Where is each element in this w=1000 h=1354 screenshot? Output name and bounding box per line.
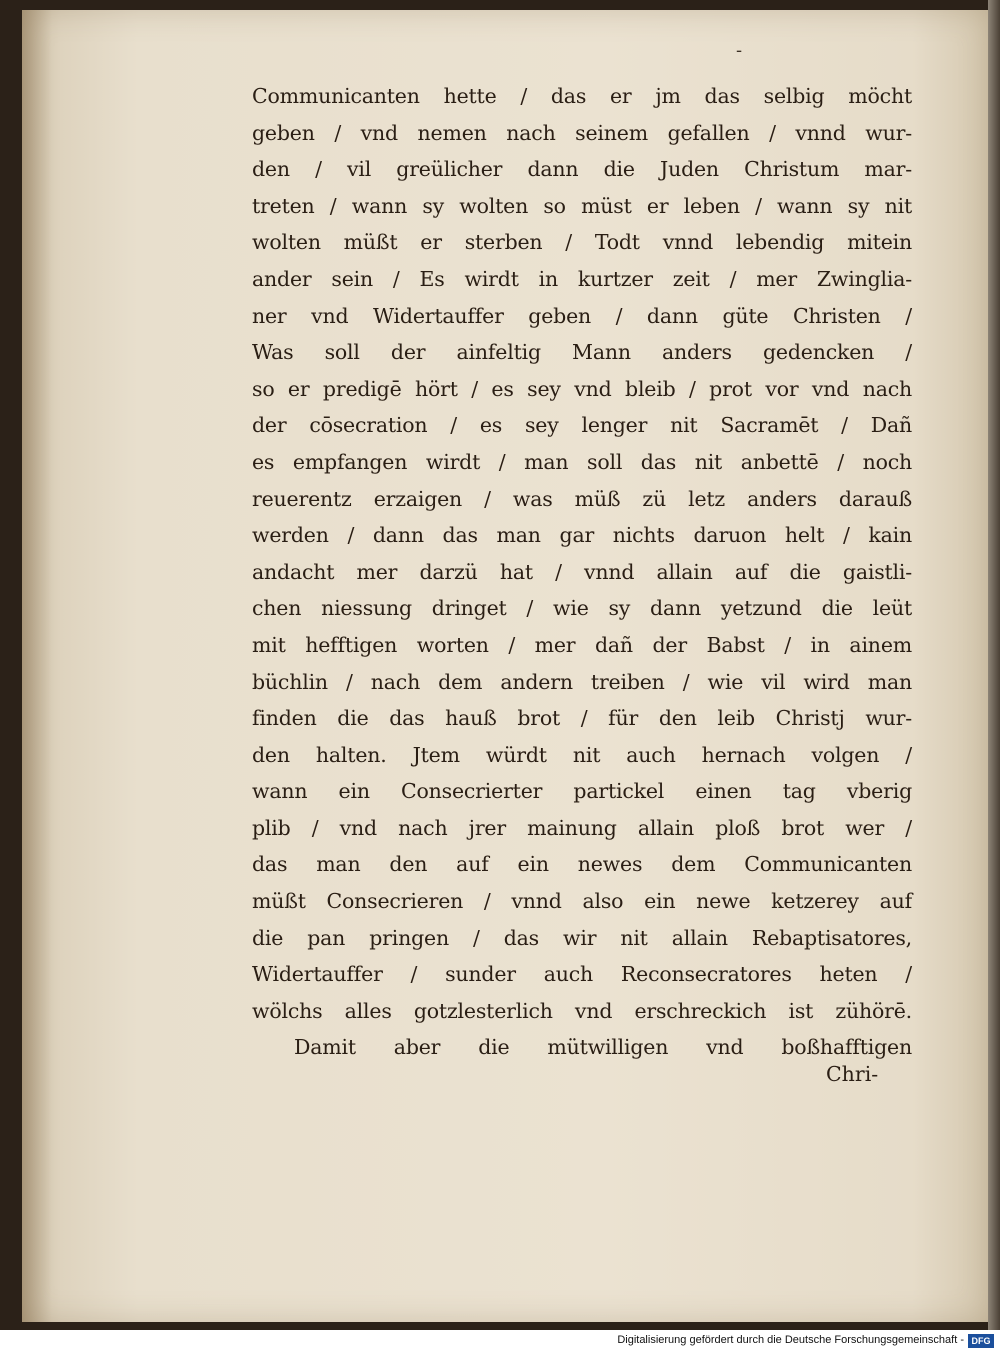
text-line: Was soll der ainfeltig Mann anders gedencken /: [252, 340, 912, 365]
text-line: es empfangen wirdt / man soll das nit anbettē / noch: [252, 449, 912, 474]
text-line: reuerentz erzaigen / was müß zü letz anders darauß: [252, 486, 912, 511]
text-line: der cōsecration / es sey lenger nit Sacramēt / Dañ: [252, 413, 912, 438]
text-line: die pan pringen / das wir nit allain Rebaptisatores,: [252, 925, 912, 950]
text-line: das man den auf ein newes dem Communicanten: [252, 852, 912, 877]
text-line: ander sein / Es wirdt in kurtzer zeit / mer Zwinglia-: [252, 266, 912, 291]
page-mark: -: [736, 40, 743, 61]
text-line: den halten. Jtem würdt nit auch hernach volgen /: [252, 742, 912, 767]
text-line: müßt Consecrieren / vnnd also ein newe ketzerey auf: [252, 889, 912, 914]
text-line: den / vil greülicher dann die Juden Christum mar-: [252, 157, 912, 182]
text-line: mit hefftigen worten / mer dañ der Babst / in ainem: [252, 632, 912, 657]
page-text: [252, 78, 912, 1066]
text-line: Communicanten hette / das er jm das selbig möcht: [252, 84, 912, 108]
text-line: chen niessung dringet / wie sy dann yetzund die leüt: [252, 596, 912, 621]
text-line: wann ein Consecrierter partickel einen tag vberig: [252, 779, 912, 804]
page-edge: [988, 0, 1000, 1330]
text-line: geben / vnd nemen nach seinem gefallen / vnnd wur-: [252, 120, 912, 145]
dfg-logo: DFG: [968, 1334, 994, 1348]
page-gutter-shadow: [22, 10, 52, 1322]
text-line: Widertauffer / sunder auch Reconsecratores heten /: [252, 962, 912, 987]
text-line: finden die das hauß brot / für den leib Christj wur-: [252, 706, 912, 731]
text-line: büchlin / nach dem andern treiben / wie vil wird man: [252, 669, 912, 694]
text-line: wölchs alles gotzlesterlich vnd erschreckich ist zühörē.: [252, 998, 912, 1023]
funding-note: Digitalisierung gefördert durch die Deutsche Forschungsgemeinschaft -: [617, 1334, 964, 1346]
text-line: Damit aber die mütwilligen vnd boßhafftigen: [294, 1035, 912, 1060]
text-line: werden / dann das man gar nichts daruon helt / kain: [252, 523, 912, 548]
text-line: plib / vnd nach jrer mainung allain ploß brot wer /: [252, 815, 912, 840]
text-line: treten / wann sy wolten so müst er leben / wann sy nit: [252, 193, 912, 218]
catchword: Chri-: [826, 1062, 879, 1086]
text-line: ner vnd Widertauffer geben / dann güte Christen /: [252, 303, 912, 328]
text-line: wolten müßt er sterben / Todt vnnd lebendig mitein: [252, 230, 912, 255]
footer-bar: [0, 1330, 1000, 1354]
text-line: andacht mer darzü hat / vnnd allain auf die gaistli-: [252, 559, 912, 584]
text-line: so er predigē hört / es sey vnd bleib / prot vor vnd nach: [252, 376, 912, 401]
